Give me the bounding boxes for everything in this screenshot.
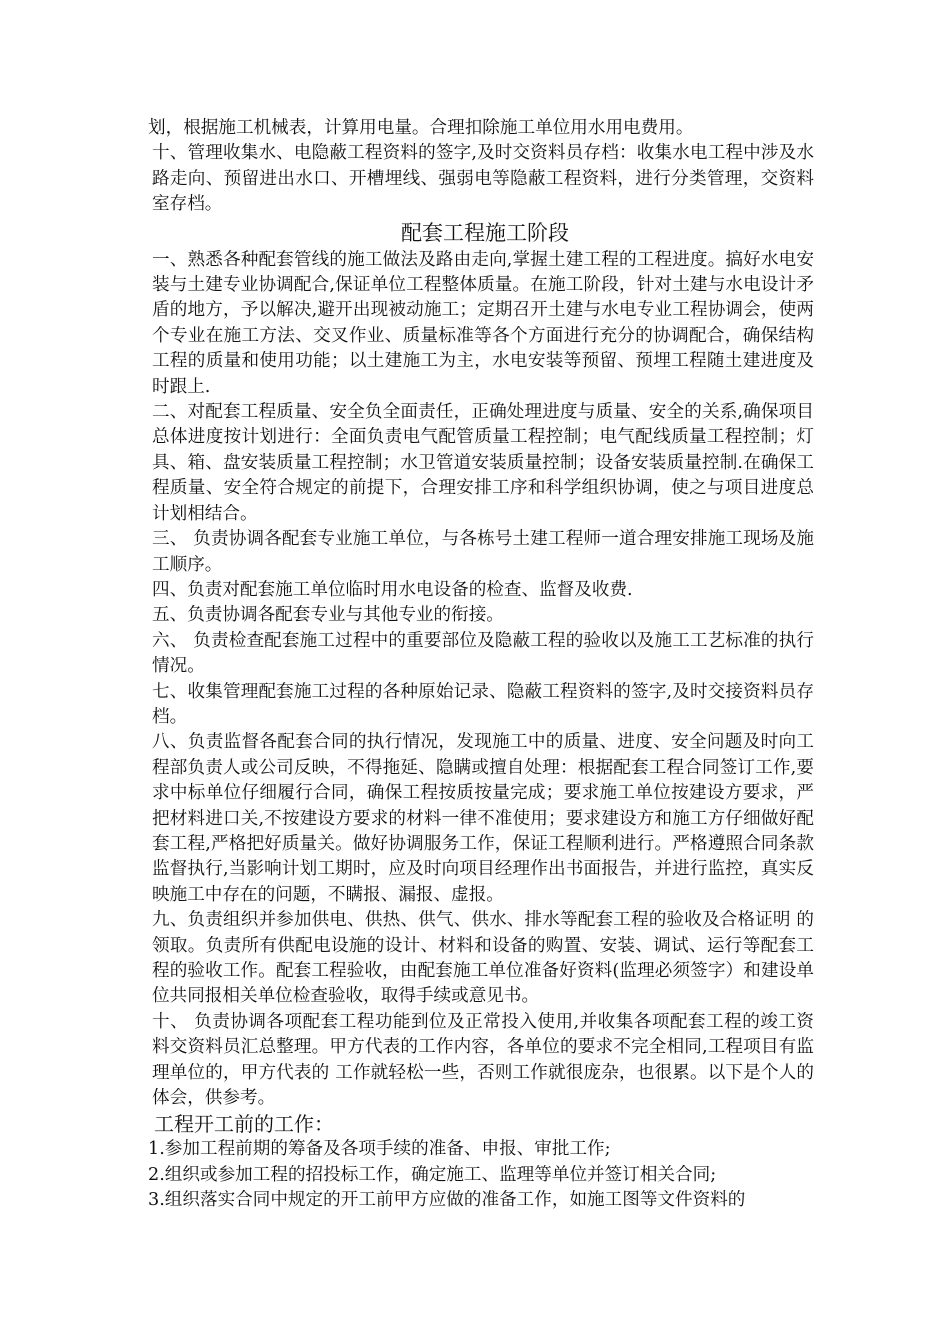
paragraph-continued: 划，根据施工机械表，计算用电量。合理扣除施工单位用水用电费用。	[148, 118, 694, 138]
paragraph-item-5: 五、负责协调各配套专业与其他专业的衔接。	[152, 605, 504, 626]
section-heading: 配套工程施工阶段	[401, 220, 569, 245]
paragraph-item-3: 三、 负责协调各配套专业施工单位，与各栋号土建工程师一道合理安排施工现场及施工顺序。	[152, 529, 814, 575]
paragraph-item-4: 四、负责对配套施工单位临时用水电设备的检查、监督及收费.	[152, 579, 633, 600]
paragraph-item-10-water-electric: 十、管理收集水、电隐蔽工程资料的签字,及时交资料员存档：收集水电工程中涉及水路走向、预留进出水口、开槽埋线、强弱电等隐蔽工程资料，进行分类管理，交资料室存档。	[152, 143, 814, 215]
document-body	[148, 116, 820, 1214]
paragraph-item-7: 七、收集管理配套施工过程的各种原始记录、隐蔽工程资料的签字,及时交接资料员存档。	[152, 681, 814, 727]
paragraph-item-2: 二、对配套工程质量、安全负全面责任，正确处理进度与质量、安全的关系,确保项目总体进度按计划进行：全面负责电气配管质量工程控制；电气配线质量工程控制；灯具、箱、盘安装质量工程控制；水卫管道安装质量控制；设备安装质量控制.在确保工程质量、安全符合规定的前提下，合理安排工序和科学组织协调，使之与项目进度总计划相结合。	[152, 402, 814, 524]
list-item-1: 1.参加工程前期的筹备及各项手续的准备、申报、审批工作;	[148, 1139, 611, 1160]
list-item-3: 3.组织落实合同中规定的开工前甲方应做的准备工作，如施工图等文件资料的	[148, 1190, 746, 1211]
paragraph-item-9: 九、负责组织并参加供电、供热、供气、供水、排水等配套工程的验收及合格证明 的领取。负责所有供配电设施的设计、材料和设备的购置、安装、调试、运行等配套工程的验收工作。配套工程验收，由配套施工单位准备好资料(监理必须签字）和建设单位共同报相关单位检查验收，取得手续或意见书。	[152, 910, 814, 1007]
list-item-2: 2.组织或参加工程的招投标工作，确定施工、监理等单位并签订相关合同;	[148, 1164, 717, 1185]
subsection-heading: 工程开工前的工作：	[154, 1112, 334, 1137]
paragraph-item-1: 一、熟悉各种配套管线的施工做法及路由走向,掌握土建工程的工程进度。搞好水电安装与土建专业协调配合,保证单位工程整体质量。在施工阶段，针对土建与水电设计矛盾的地方，予以解决,避开出现被动施工；定期召开土建与水电专业工程协调会，使两个专业在施工方法、交叉作业、质量标准等各个方面进行充分的协调配合，确保结构工程的质量和使用功能；以土建施工为主，水电安装等预留、预埋工程随土建进度及时跟上.	[152, 249, 814, 397]
paragraph-item-10-completion: 十、 负责协调各项配套工程功能到位及正常投入使用,并收集各项配套工程的竣工资料交资料员汇总整理。甲方代表的工作内容，各单位的要求不完全相同,工程项目有监理单位的，甲方代表的 工作就轻松一些，否则工作就很庞杂，也很累。以下是个人的体会，供参考。	[152, 1011, 814, 1109]
paragraph-item-8: 八、负责监督各配套合同的执行情况，发现施工中的质量、进度、安全问题及时向工程部负责人或公司反映，不得拖延、隐瞒或擅自处理：根据配套工程合同签订工作,要求中标单位仔细履行合同，确保工程按质按量完成；要求施工单位按建设方要求，严把材料进口关,不按建设方要求的材料一律不准使用；要求建设方和施工方仔细做好配 套工程,严格把好质量关。做好协调服务工作，保证工程顺利进行。严格遵照合同条款 监督执行,当影响计划工期时，应及时向项目经理作出书面报告，并进行监控，真实反 映施工中存在的问题，不瞒报、漏报、虚报。	[152, 732, 820, 905]
paragraph-item-6: 六、 负责检查配套施工过程中的重要部位及隐蔽工程的验收以及施工工艺标准的执行情况。	[152, 630, 814, 677]
